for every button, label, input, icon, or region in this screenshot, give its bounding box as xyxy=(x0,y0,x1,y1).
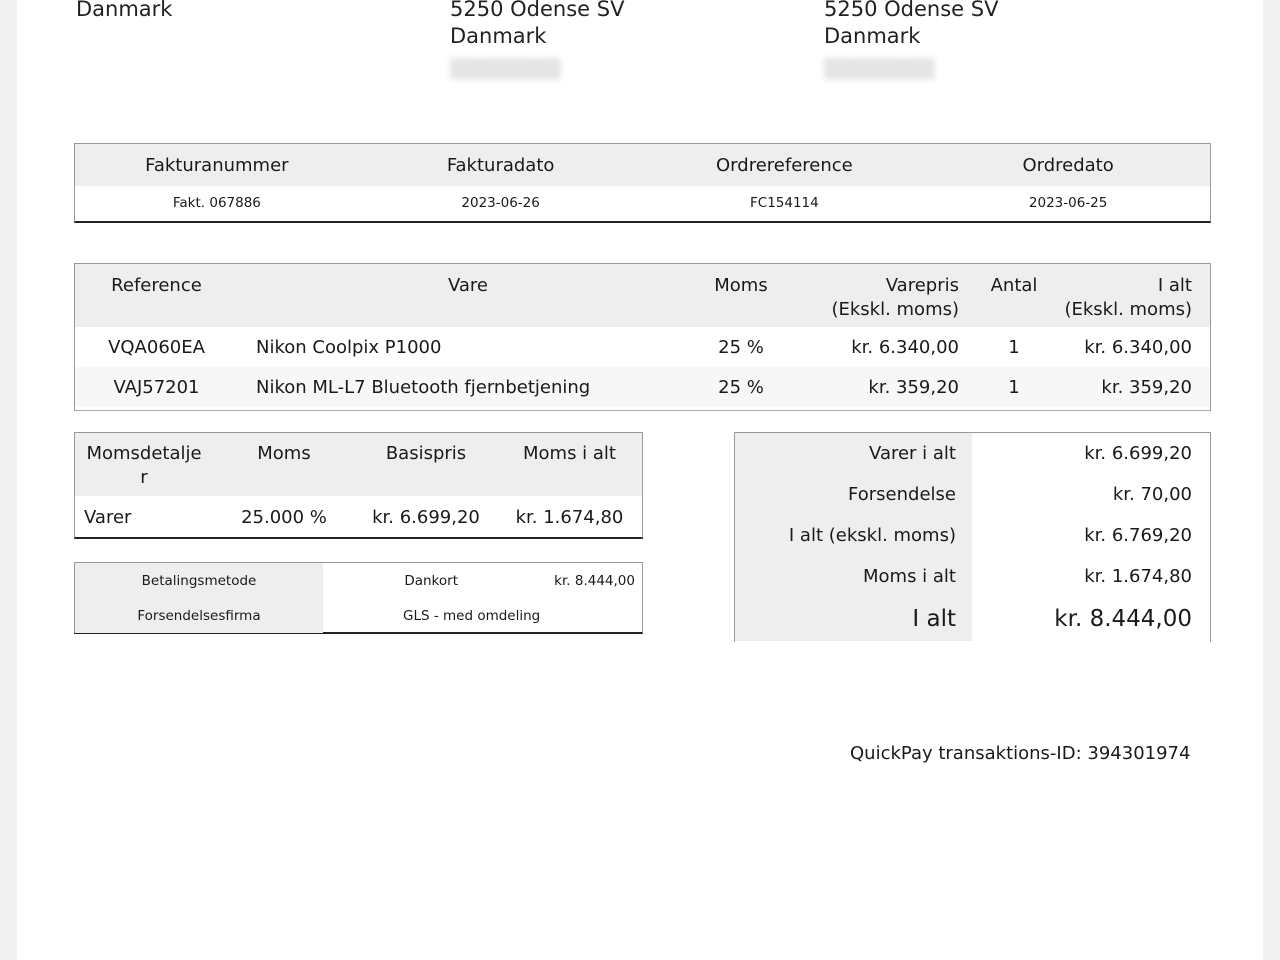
shipper-value: GLS - med omdeling xyxy=(403,607,541,624)
header-moms xyxy=(698,264,784,327)
redacted-phone: ▒▒▒▒▒▒▒▒ xyxy=(450,59,561,80)
order-reference: FC154114 xyxy=(750,195,819,211)
item-reference: VQA060EA xyxy=(108,336,205,358)
quickpay-transaction-id: QuickPay transaktions-ID: 394301974 xyxy=(850,743,1191,764)
header-varepris-label: Varepris xyxy=(885,275,959,296)
payment-amount: kr. 8.444,00 xyxy=(554,572,635,589)
header-tax-moms: Moms xyxy=(257,443,311,464)
header-ialt xyxy=(1059,264,1210,327)
payment-method-label: Betalingsmetode xyxy=(75,563,323,598)
total-label: I alt (ekskl. moms) xyxy=(735,515,972,556)
tax-base: kr. 6.699,20 xyxy=(372,506,480,528)
item-name: Nikon Coolpix P1000 xyxy=(256,336,442,358)
total-value: kr. 6.769,20 xyxy=(1084,525,1192,546)
invoice-address xyxy=(450,0,624,83)
delivery-address xyxy=(824,0,998,83)
address-line: Danmark xyxy=(76,0,173,21)
payment-method-value: Dankort xyxy=(404,572,458,589)
item-price: kr. 6.340,00 xyxy=(851,336,959,358)
header-varepris-sub: (Ekskl. moms) xyxy=(831,299,959,320)
header-ordredato: Ordredato xyxy=(1022,154,1114,176)
grand-total-value: kr. 8.444,00 xyxy=(1054,606,1192,632)
header-moms-ialt: Moms i alt xyxy=(523,443,616,464)
item-quantity: 1 xyxy=(1008,336,1020,358)
total-label: Varer i alt xyxy=(735,433,972,474)
header-ordrereference: Ordrereference xyxy=(716,154,853,176)
address-line: Danmark xyxy=(824,24,921,48)
header-vare: Vare xyxy=(447,275,489,296)
table-row xyxy=(735,597,1210,641)
table-row xyxy=(735,474,1210,515)
table-row xyxy=(735,515,1210,556)
header-fakturanummer: Fakturanummer xyxy=(145,154,289,176)
redacted-phone: ▒▒▒▒▒▒▒▒ xyxy=(824,59,935,80)
invoice-meta-table xyxy=(74,143,1211,223)
table-row xyxy=(75,598,642,633)
header-momsdetaljer-a: Momsdetalje xyxy=(86,443,202,464)
header-fakturadato: Fakturadato xyxy=(446,154,555,176)
tax-label: Varer xyxy=(84,506,132,528)
item-reference: VAJ57201 xyxy=(75,367,238,407)
item-name: Nikon ML-L7 Bluetooth fjernbetjening xyxy=(238,367,698,407)
header-varepris xyxy=(784,264,969,327)
item-moms: 25 % xyxy=(698,367,784,407)
order-date: 2023-06-25 xyxy=(1028,195,1108,211)
tax-total: kr. 1.674,80 xyxy=(515,506,624,528)
table-row xyxy=(735,433,1210,474)
item-total: kr. 359,20 xyxy=(1059,367,1210,407)
shipper-label: Forsendelsesfirma xyxy=(75,598,323,633)
grand-total-label: I alt xyxy=(735,597,972,641)
items-table xyxy=(74,263,1211,411)
total-value: kr. 6.699,20 xyxy=(1084,443,1192,464)
table-row xyxy=(75,367,1210,407)
header-reference: Reference xyxy=(111,275,202,296)
address-line: 5250 Odense SV xyxy=(824,0,999,21)
address-line: Danmark xyxy=(450,24,547,48)
total-label: Moms i alt xyxy=(735,556,972,597)
totals-table xyxy=(734,432,1211,642)
address-line: 5250 Odense SV xyxy=(450,0,625,21)
tax-details-table xyxy=(74,432,643,539)
header-ialt-sub: (Ekskl. moms) xyxy=(1064,299,1192,320)
item-moms: 25 % xyxy=(718,336,764,358)
header-ialt-label: I alt xyxy=(1157,275,1192,296)
header-basispris: Basispris xyxy=(385,443,467,464)
table-row xyxy=(735,556,1210,597)
total-value: kr. 70,00 xyxy=(1112,484,1192,505)
header-momsdetaljer-b: r xyxy=(140,467,148,488)
item-total: kr. 6.340,00 xyxy=(1084,336,1192,358)
item-price: kr. 359,20 xyxy=(784,367,969,407)
total-value: kr. 1.674,80 xyxy=(1084,566,1192,587)
tax-rate: 25.000 % xyxy=(241,506,327,528)
header-moms-label: Moms xyxy=(714,275,768,296)
payment-table xyxy=(74,562,643,634)
table-row xyxy=(75,496,642,538)
invoice-date: 2023-06-26 xyxy=(461,195,540,211)
header-antal: Antal xyxy=(990,275,1038,296)
item-quantity: 1 xyxy=(969,367,1059,407)
header-momsdetaljer xyxy=(75,433,213,496)
table-row xyxy=(75,327,1210,367)
invoice-number: Fakt. 067886 xyxy=(172,195,261,211)
table-row xyxy=(75,563,642,598)
customer-address xyxy=(76,0,172,23)
total-label: Forsendelse xyxy=(735,474,972,515)
